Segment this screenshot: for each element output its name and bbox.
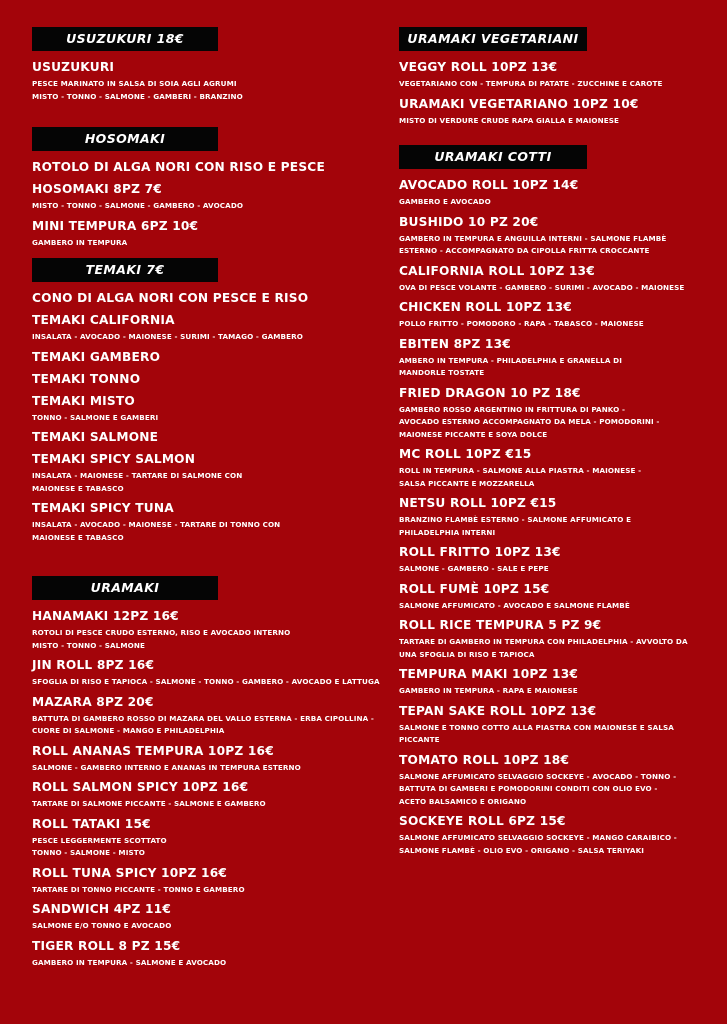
description-line: INSALATA - AVOCADO - MAIONESE - SURIMI - TAMAGO - GAMBERO <box>32 332 303 341</box>
menu-item <box>399 177 719 209</box>
menu-item <box>32 59 377 103</box>
menu-item-description <box>399 600 719 613</box>
menu-item-description <box>399 233 719 258</box>
menu-item-description <box>32 627 377 652</box>
menu-item-description <box>399 282 719 295</box>
menu-item-name: TEMAKI TONNO <box>32 371 141 386</box>
menu-item-name: TIGER ROLL 8 PZ 15€ <box>32 938 181 953</box>
menu-item-description <box>399 636 719 661</box>
menu-item-name: FRIED DRAGON 10 PZ 18€ <box>399 385 581 400</box>
menu-item <box>399 59 719 91</box>
description-line: PICCANTE <box>399 735 440 744</box>
menu-item-name: BUSHIDO 10 PZ 20€ <box>399 214 539 229</box>
menu-item-description <box>32 957 377 970</box>
menu-item-name: CHICKEN ROLL 10PZ 13€ <box>399 300 572 314</box>
menu-item-name: ROLL FUMÈ 10PZ 15€ <box>399 581 550 596</box>
menu-item-list <box>32 159 377 249</box>
description-line: AMBERO IN TEMPURA - PHILADELPHIA E GRANELLA DI <box>399 355 622 365</box>
menu-item-description <box>32 470 377 495</box>
description-line: INSALATA - MAIONESE - TARTARE DI SALMONE CON <box>32 471 243 480</box>
menu-item-description <box>399 722 719 747</box>
description-line: SALMONE E TONNO COTTO ALLA PIASTRA CON MAIONESE E SALSA <box>399 722 674 732</box>
menu-item-description <box>32 331 377 344</box>
description-line: GAMBERO IN TEMPURA E ANGUILLA INTERNI - SALMONE FLAMBÈ <box>399 233 667 243</box>
menu-item-name: TEMAKI MISTO <box>32 393 135 408</box>
description-line: MISTO - TONNO - SALMONE - GAMBERI - BRANZINO <box>32 91 243 101</box>
description-line: ACETO BALSAMICO E ORIGANO <box>399 796 527 806</box>
menu-item-description <box>399 404 719 442</box>
section-uramaki-cotti <box>399 145 719 862</box>
section-hosomaki <box>32 127 377 254</box>
description-line: OVA DI PESCE VOLANTE - GAMBERO - SURIMI - AVOCADO - MAIONESE <box>399 282 685 292</box>
menu-item <box>32 657 380 689</box>
menu-item <box>32 938 377 970</box>
menu-item-list <box>399 59 719 127</box>
menu-item-name: HANAMAKI 12PZ 16€ <box>32 609 179 623</box>
menu-item <box>32 901 377 933</box>
description-line: BRANZINO FLAMBÈ ESTERNO - SALMONE AFFUMICATO E <box>399 515 632 524</box>
section-header: URAMAKI VEGETARIANI <box>399 27 587 51</box>
menu-item-description <box>399 465 719 490</box>
menu-item-name: TOMATO ROLL 10PZ 18€ <box>399 752 570 767</box>
menu-item-description <box>32 412 377 425</box>
menu-item-description <box>32 798 377 811</box>
description-line: PESCE LEGGERMENTE SCOTTATO <box>32 835 167 845</box>
menu-item-description <box>399 685 719 698</box>
menu-item-description <box>32 920 377 933</box>
description-line: SALMONE AFFUMICATO SELVAGGIO SOCKEYE - AVOCADO - TONNO - <box>399 771 677 781</box>
description-line: SALMONE AFFUMICATO - AVOCADO E SALMONE FLAMBÈ <box>399 600 630 610</box>
description-line: MANDORLE TOSTATE <box>399 368 485 377</box>
menu-item <box>399 617 719 661</box>
menu-item <box>32 393 377 425</box>
menu-item-description <box>399 514 719 539</box>
menu-item-name: TEMAKI GAMBERO <box>32 349 161 364</box>
menu-item-name: ROLL SALMON SPICY 10PZ 16€ <box>32 780 249 794</box>
menu-item-description <box>399 563 719 576</box>
menu-item <box>399 446 719 490</box>
menu-item-description <box>32 200 377 213</box>
menu-item <box>399 263 719 295</box>
menu-item-name: TEPAN SAKE ROLL 10PZ 13€ <box>399 703 597 718</box>
menu-item-name: TEMAKI SALMONE <box>32 430 159 444</box>
menu-item-list <box>32 59 377 103</box>
menu-item <box>399 581 719 613</box>
menu-item-description <box>399 832 719 857</box>
menu-item-name: URAMAKI VEGETARIANO 10PZ 10€ <box>399 96 639 111</box>
menu-item-name: ROLL TUNA SPICY 10PZ 16€ <box>32 865 228 880</box>
menu-item <box>399 495 719 539</box>
menu-item-name: CALIFORNIA ROLL 10PZ 13€ <box>399 263 595 278</box>
description-line: GAMBERO IN TEMPURA - RAPA E MAIONESE <box>399 686 578 695</box>
menu-item <box>399 385 719 442</box>
menu-item-description <box>32 762 377 775</box>
description-line: INSALATA - AVOCADO - MAIONESE - TARTARE DI TONNO CON <box>32 520 281 529</box>
menu-item-description <box>32 237 377 250</box>
menu-item <box>399 336 719 380</box>
description-line: SALMONE - GAMBERO INTERNO E ANANAS IN TEMPURA ESTERNO <box>32 762 301 772</box>
description-line: PESCE MARINATO IN SALSA DI SOIA AGLI AGRUMI <box>32 79 237 88</box>
description-line: MAIONESE PICCANTE E SOYA DOLCE <box>399 429 548 439</box>
section-header: URAMAKI <box>32 576 218 600</box>
menu-item <box>399 752 719 809</box>
menu-item-description <box>399 771 719 809</box>
menu-item-description <box>399 196 719 209</box>
menu-item-description <box>32 835 377 860</box>
menu-item <box>32 500 377 544</box>
section-uramaki <box>32 576 380 974</box>
menu-item-name: USUZUKURI <box>32 60 115 74</box>
description-line: GAMBERO IN TEMPURA <box>32 237 128 247</box>
menu-item <box>32 608 377 652</box>
menu-item-description <box>32 78 377 103</box>
description-line: ROTOLI DI PESCE CRUDO ESTERNO, RISO E AVOCADO INTERNO <box>32 628 291 637</box>
description-line: TARTARE DI GAMBERO IN TEMPURA CON PHILADELPHIA - AVVOLTO DA <box>399 637 688 646</box>
description-line: ESTERNO - ACCOMPAGNATO DA CIPOLLA FRITTA CROCCANTE <box>399 246 650 255</box>
menu-item-name: ROLL FRITTO 10PZ 13€ <box>399 545 561 559</box>
section-header: TEMAKI 7€ <box>32 258 218 282</box>
description-line: TONNO - SALMONE E GAMBERI <box>32 412 159 422</box>
menu-item-description <box>32 713 377 738</box>
menu-item-name: TEMPURA MAKI 10PZ 13€ <box>399 667 579 681</box>
menu-item-name: JIN ROLL 8PZ 16€ <box>32 658 155 672</box>
menu-item-name: HOSOMAKI 8PZ 7€ <box>32 182 162 196</box>
menu-item <box>32 349 377 366</box>
menu-item-name: TEMAKI SPICY SALMON <box>32 452 196 466</box>
menu-item-name: VEGGY ROLL 10PZ 13€ <box>399 60 558 74</box>
menu-item <box>32 694 377 738</box>
menu-item-description <box>399 78 719 91</box>
section-usuzukuri-18 <box>32 27 377 108</box>
menu-item-name: ROLL RICE TEMPURA 5 PZ 9€ <box>399 618 602 632</box>
menu-item-description <box>32 519 377 544</box>
description-line: VEGETARIANO CON - TEMPURA DI PATATE - ZUCCHINE E CAROTE <box>399 79 663 88</box>
description-line: TARTARE DI SALMONE PICCANTE - SALMONE E GAMBERO <box>32 799 266 808</box>
section-header: URAMAKI COTTI <box>399 145 587 169</box>
menu-item <box>32 743 377 775</box>
description-line: MISTO - TONNO - SALMONE <box>32 640 145 650</box>
menu-item-name: AVOCADO ROLL 10PZ 14€ <box>399 178 579 192</box>
description-line: GAMBERO IN TEMPURA - SALMONE E AVOCADO <box>32 957 227 967</box>
description-line: SALMONE FLAMBÈ - OLIO EVO - ORIGANO - SALSA TERIYAKI <box>399 845 645 855</box>
menu-item-description <box>399 355 719 380</box>
menu-item-description <box>32 884 377 897</box>
menu-item-list <box>32 290 377 544</box>
menu-item-name: EBITEN 8PZ 13€ <box>399 336 511 351</box>
menu-item-name: SANDWICH 4PZ 11€ <box>32 902 172 916</box>
description-line: ROLL IN TEMPURA - SALMONE ALLA PIASTRA - MAIONESE - <box>399 466 642 475</box>
menu-item <box>32 159 377 176</box>
description-line: SFOGLIA DI RISO E TAPIOCA - SALMONE - TONNO - GAMBERO - AVOCADO E LATTUGA <box>32 677 380 686</box>
description-line: POLLO FRITTO - POMODORO - RAPA - TABASCO - MAIONESE <box>399 319 644 328</box>
description-line: GAMBERO E AVOCADO <box>399 197 491 206</box>
menu-item-name: TEMAKI SPICY TUNA <box>32 501 174 515</box>
description-line: TARTARE DI TONNO PICCANTE - TONNO E GAMBERO <box>32 884 245 894</box>
menu-item <box>399 813 719 857</box>
menu-item <box>32 451 377 495</box>
section-header: USUZUKURI 18€ <box>32 27 218 51</box>
description-line: AVOCADO ESTERNO ACCOMPAGNATO DA MELA - POMODORINI - <box>399 417 660 426</box>
menu-item <box>32 429 377 446</box>
menu-item <box>32 816 377 860</box>
menu-item-list <box>399 177 719 857</box>
section-temaki-7 <box>32 258 377 549</box>
description-line: MAIONESE E TABASCO <box>32 532 124 542</box>
menu-item-description <box>32 676 380 689</box>
menu-item-name: MINI TEMPURA 6PZ 10€ <box>32 218 199 233</box>
menu-item <box>32 290 377 307</box>
description-line: TONNO - SALMONE - MISTO <box>32 848 145 857</box>
menu-item <box>399 96 719 128</box>
menu-item-name: ROTOLO DI ALGA NORI CON RISO E PESCE <box>32 160 325 174</box>
description-line: SALMONE AFFUMICATO SELVAGGIO SOCKEYE - MANGO CARAIBICO - <box>399 833 677 842</box>
description-line: MAIONESE E TABASCO <box>32 483 124 493</box>
menu-item <box>399 666 719 698</box>
menu-item <box>32 181 377 213</box>
menu-item <box>32 779 377 811</box>
menu-item <box>32 865 377 897</box>
description-line: BATTUTA DI GAMBERO ROSSO DI MAZARA DEL VALLO ESTERNA - ERBA CIPOLLINA - <box>32 713 374 723</box>
menu-item <box>32 312 377 344</box>
section-header: HOSOMAKI <box>32 127 218 151</box>
section-uramaki-vegetariani <box>399 27 719 132</box>
menu-item-name: MC ROLL 10PZ €15 <box>399 447 532 461</box>
menu-item <box>399 214 719 258</box>
menu-item-description <box>399 115 719 128</box>
menu-item-name: TEMAKI CALIFORNIA <box>32 313 175 327</box>
menu-item-description <box>399 318 719 331</box>
description-line: UNA SFOGLIA DI RISO E TAPIOCA <box>399 649 535 659</box>
menu-item <box>399 299 719 331</box>
description-line: PHILADELPHIA INTERNI <box>399 527 496 537</box>
menu-item-name: MAZARA 8PZ 20€ <box>32 694 154 709</box>
menu-item-name: ROLL TATAKI 15€ <box>32 816 151 831</box>
menu-item <box>32 218 377 250</box>
menu-item-list <box>32 608 380 969</box>
menu-item <box>32 371 377 388</box>
menu-item-name: ROLL ANANAS TEMPURA 10PZ 16€ <box>32 743 274 758</box>
description-line: BATTUTA DI GAMBERI E POMODORINI CONDITI CON OLIO EVO - <box>399 784 658 793</box>
description-line: SALMONE - GAMBERO - SALE E PEPE <box>399 564 549 573</box>
menu-item-name: SOCKEYE ROLL 6PZ 15€ <box>399 814 566 828</box>
description-line: SALMONE E/O TONNO E AVOCADO <box>32 921 172 930</box>
menu-item-name: NETSU ROLL 10PZ €15 <box>399 496 557 510</box>
description-line: GAMBERO ROSSO ARGENTINO IN FRITTURA DI PANKO - <box>399 404 626 414</box>
menu-item-name: CONO DI ALGA NORI CON PESCE E RISO <box>32 291 309 305</box>
description-line: CUORE DI SALMONE - MANGO E PHILADELPHIA <box>32 726 225 735</box>
menu-item <box>399 544 719 576</box>
description-line: SALSA PICCANTE E MOZZARELLA <box>399 478 535 488</box>
description-line: MISTO DI VERDURE CRUDE RAPA GIALLA E MAIONESE <box>399 115 619 125</box>
description-line: MISTO - TONNO - SALMONE - GAMBERO - AVOCADO <box>32 201 244 210</box>
menu-item <box>399 703 719 747</box>
